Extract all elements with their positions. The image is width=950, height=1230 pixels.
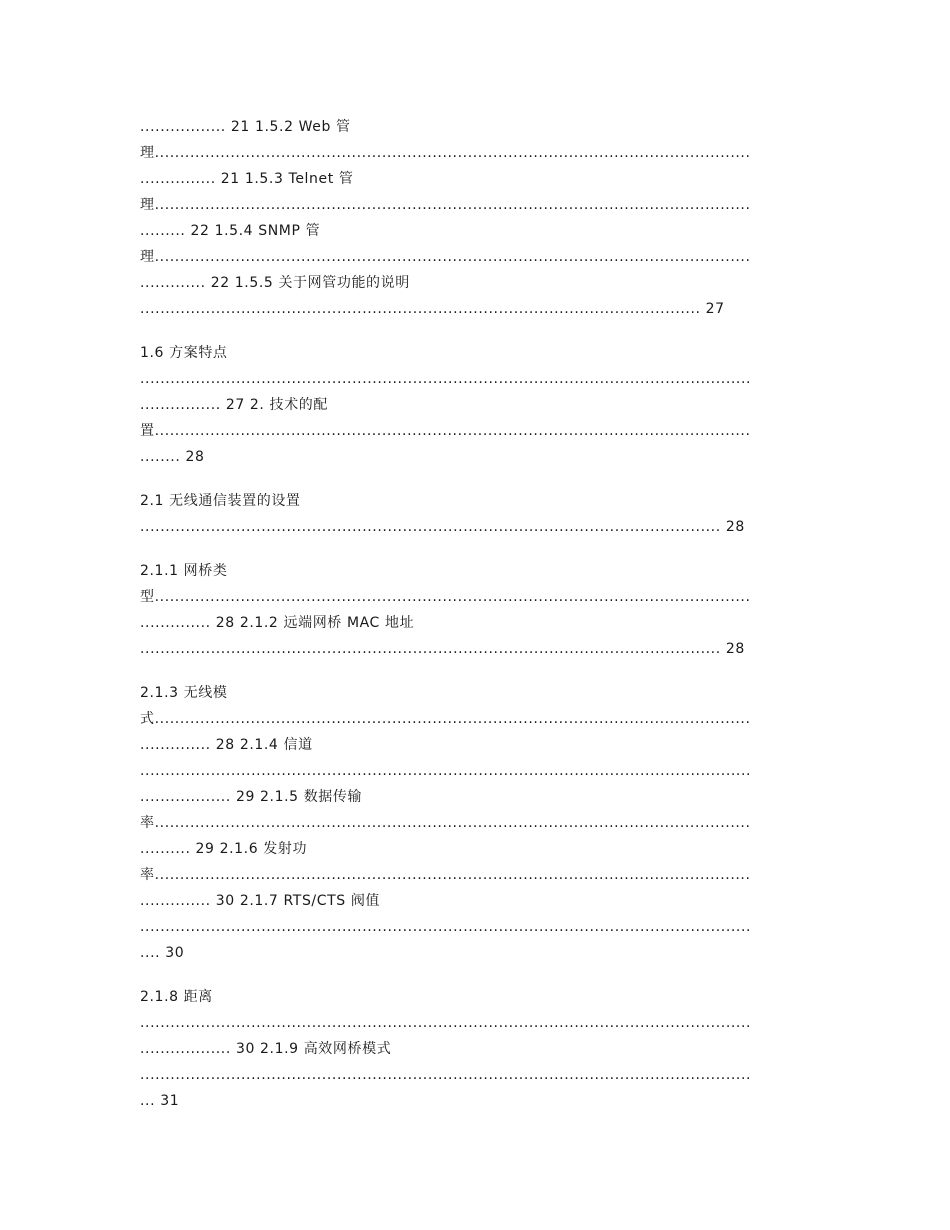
toc-line: .................. 29 2.1.5 数据传输 xyxy=(140,789,363,805)
toc-line: ......... 22 1.5.4 SNMP 管 xyxy=(140,223,321,239)
toc-line: ........ 28 xyxy=(140,449,205,465)
toc-line: ......................................................................................................................... xyxy=(140,1015,752,1031)
toc-line: 2.1.8 距离 xyxy=(140,989,213,1005)
toc-line: ... 31 xyxy=(140,1093,180,1109)
toc-line: 理...................................................................................................................... xyxy=(140,145,751,161)
toc-line: .... 30 xyxy=(140,945,185,961)
toc-line: ............... 21 1.5.3 Telnet 管 xyxy=(140,171,354,187)
toc-line: 率...................................................................................................................... xyxy=(140,867,751,883)
toc-line: 型...................................................................................................................... xyxy=(140,589,751,605)
toc-line: 1.6 方案特点 xyxy=(140,345,228,361)
toc-line: 理...................................................................................................................... xyxy=(140,197,751,213)
toc-line: 置...................................................................................................................... xyxy=(140,423,751,439)
toc-line: 式...................................................................................................................... xyxy=(140,711,751,727)
toc-line: .................. 30 2.1.9 高效网桥模式 xyxy=(140,1041,392,1057)
toc-line: ................................................................................................................... 28 xyxy=(140,519,745,535)
toc-line: 2.1.3 无线模 xyxy=(140,685,228,701)
toc-line: .............. 30 2.1.7 RTS/CTS 阀值 xyxy=(140,893,381,909)
toc-line: 2.1.1 网桥类 xyxy=(140,563,228,579)
toc-line: ......................................................................................................................... xyxy=(140,763,752,779)
toc-line: 2.1 无线通信装置的设置 xyxy=(140,493,301,509)
toc-line: ......................................................................................................................... xyxy=(140,371,752,387)
toc-line: ............................................................................................................... 27 xyxy=(140,301,725,317)
toc-line: 理...................................................................................................................... xyxy=(140,249,751,265)
toc-line: ............. 22 1.5.5 关于网管功能的说明 xyxy=(140,275,410,291)
toc-line: .......... 29 2.1.6 发射功 xyxy=(140,841,308,857)
toc-line: ................................................................................................................... 28 xyxy=(140,641,745,657)
toc-line: .............. 28 2.1.2 远端网桥 MAC 地址 xyxy=(140,615,415,631)
toc-page xyxy=(140,114,808,1114)
toc-line: ......................................................................................................................... xyxy=(140,1067,752,1083)
toc-line: ................. 21 1.5.2 Web 管 xyxy=(140,119,351,135)
toc-line: ......................................................................................................................... xyxy=(140,919,752,935)
toc-line: ................ 27 2. 技术的配 xyxy=(140,397,328,413)
toc-line: 率...................................................................................................................... xyxy=(140,815,751,831)
toc-line: .............. 28 2.1.4 信道 xyxy=(140,737,313,753)
